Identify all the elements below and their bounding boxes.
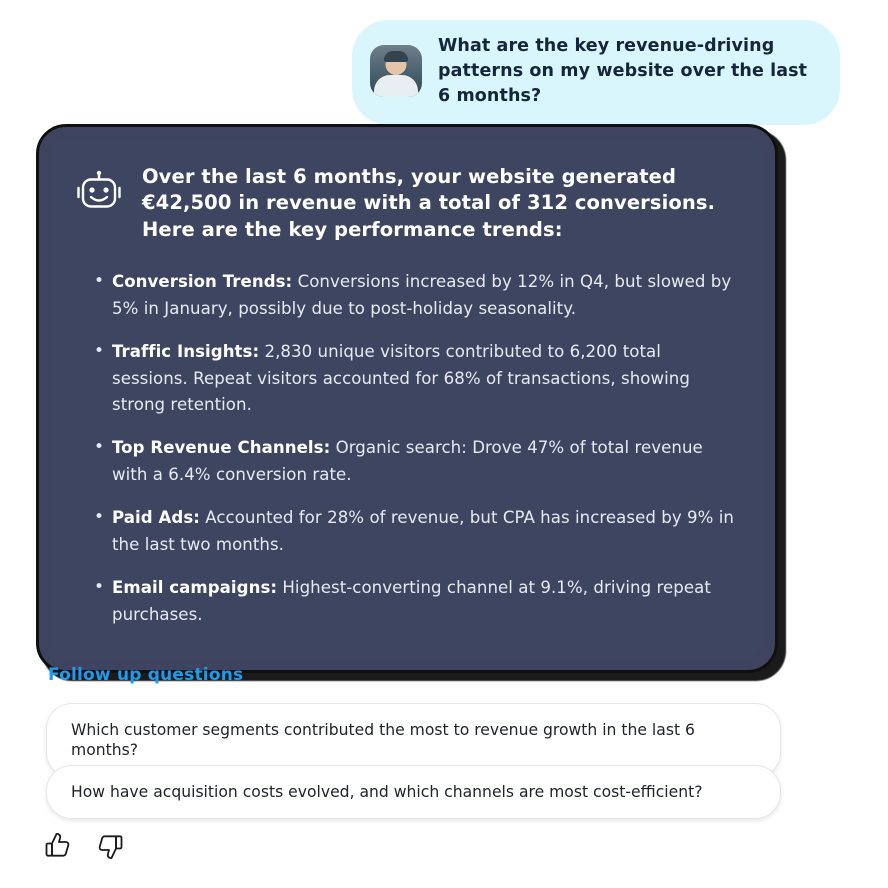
followup-questions-title: Follow up questions (48, 665, 244, 685)
answer-intro-text: Over the last 6 months, your website generated €42,500 in revenue with a total of 312 conversions. Here are the key performance trends: (142, 165, 716, 241)
list-item (112, 339, 736, 420)
list-item (112, 505, 736, 559)
answer-bullet-list (76, 269, 736, 629)
thumbs-up-icon[interactable] (44, 830, 74, 862)
followup-question-1[interactable]: Which customer segments contributed the most to revenue growth in the last 6 months? (46, 703, 781, 778)
user-message-text: What are the key revenue-driving patterns on my website over the last 6 months? (438, 36, 808, 106)
robot-icon (76, 170, 122, 216)
user-message-bubble (352, 20, 840, 125)
bullet-text: Organic search: Drove 47% of total revenue with a 6.4% conversion rate. (112, 438, 703, 485)
bullet-text: 2,830 unique visitors contributed to 6,200 total sessions. Repeat visitors accounted for 68% of transactions, showing strong retention. (112, 341, 690, 415)
assistant-answer (36, 124, 778, 673)
user-avatar (370, 45, 422, 97)
bullet-label: Conversion Trends: (112, 271, 293, 291)
user-message-row (352, 20, 840, 125)
bullet-label: Top Revenue Channels: (112, 438, 331, 458)
list-item (112, 435, 736, 489)
bullet-label: Paid Ads: (112, 508, 200, 528)
bullet-label: Email campaigns: (112, 577, 278, 597)
answer-header (76, 164, 736, 243)
feedback-row (44, 830, 124, 862)
bullet-text: Accounted for 28% of revenue, but CPA has increased by 9% in the last two months. (112, 508, 734, 554)
followup-question-2[interactable]: How have acquisition costs evolved, and which channels are most cost-efficient? (46, 765, 781, 819)
bullet-text: Highest-converting channel at 9.1%, driving repeat purchases. (112, 577, 711, 624)
list-item (112, 575, 736, 629)
bullet-text: Conversions increased by 12% in Q4, but slowed by 5% in January, possibly due to post-holiday seasonality. (112, 271, 732, 318)
answer-card-border (36, 124, 778, 673)
answer-card (50, 138, 764, 659)
thumbs-down-icon[interactable] (94, 830, 124, 862)
bullet-label: Traffic Insights: (112, 341, 260, 361)
list-item (112, 269, 736, 323)
